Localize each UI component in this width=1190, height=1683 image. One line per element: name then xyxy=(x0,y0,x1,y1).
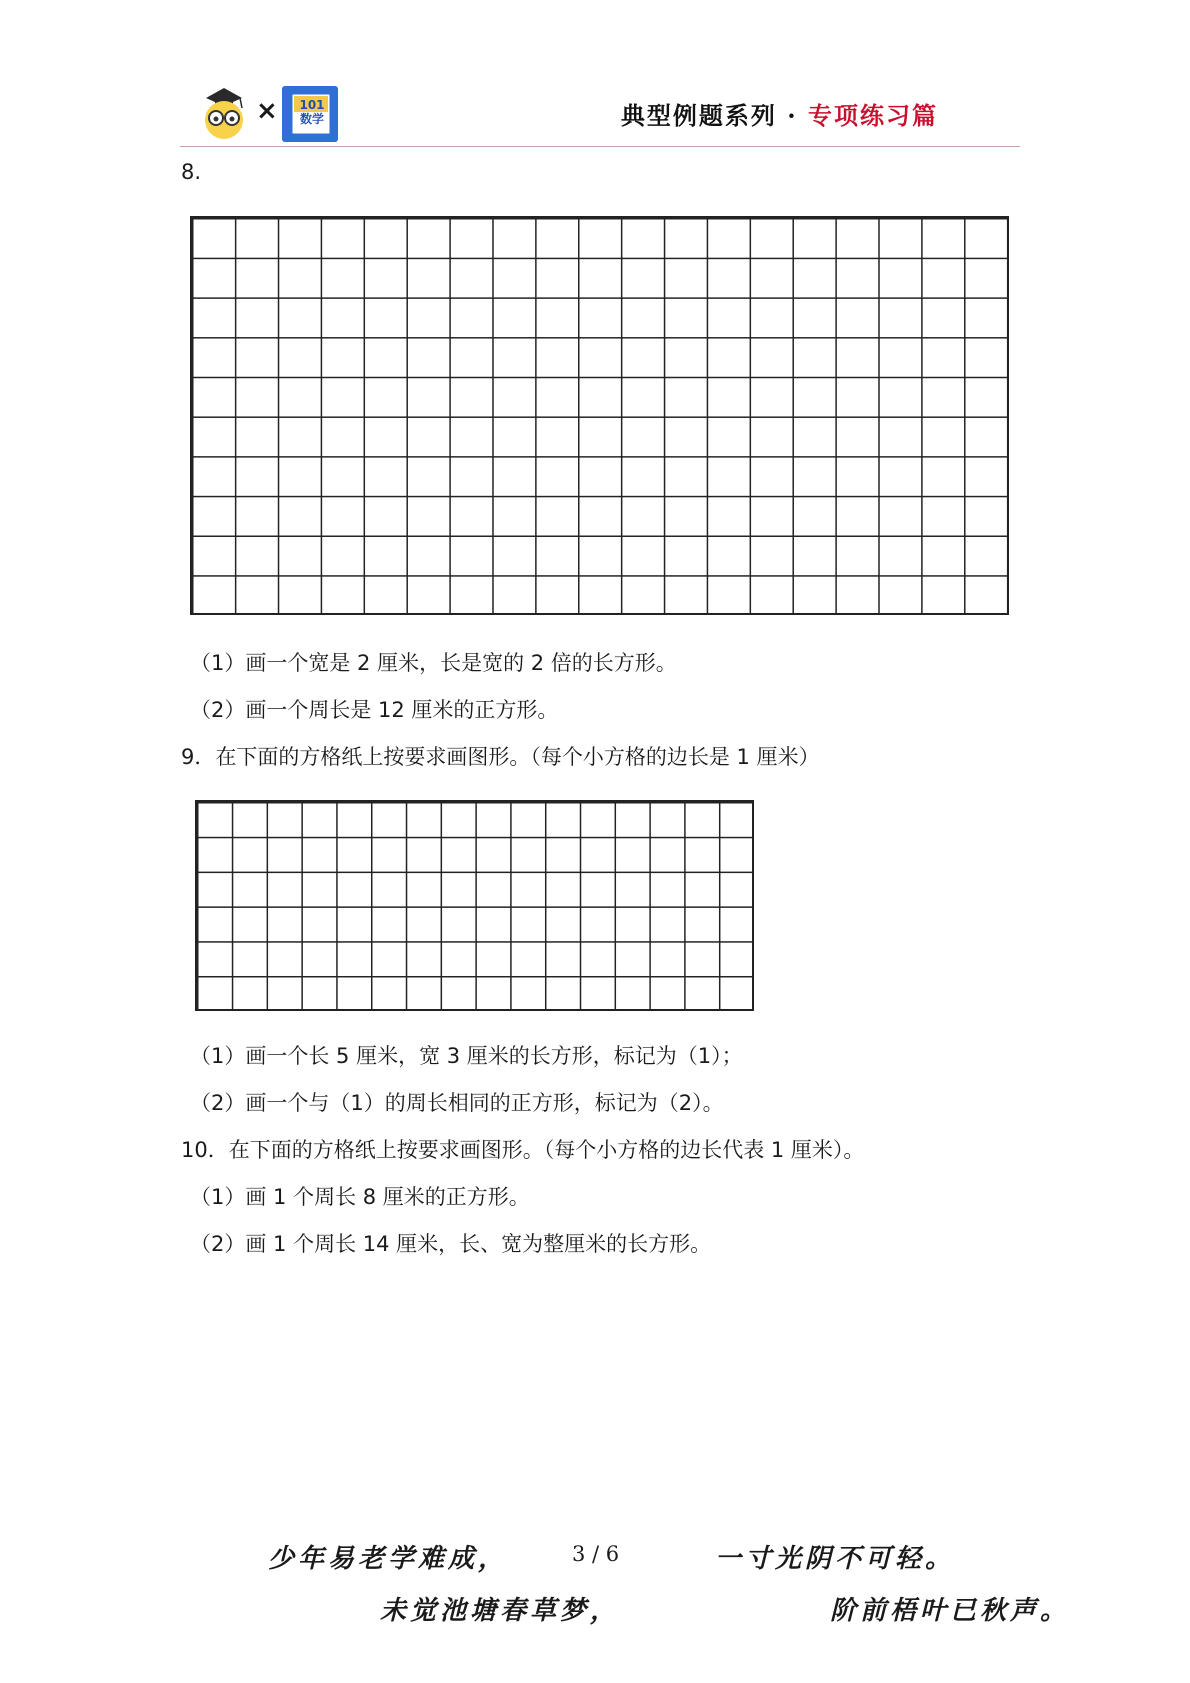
header-divider xyxy=(180,146,1020,147)
header-title xyxy=(621,96,938,131)
q8-number: 8. xyxy=(181,160,202,184)
q9-grid-paper xyxy=(195,800,754,1011)
owl-mascot-icon xyxy=(198,84,250,140)
mascot-logo xyxy=(198,84,250,140)
q8-item-1: （1）画一个宽是 2 厘米，长是宽的 2 倍的长方形。 xyxy=(190,651,677,675)
header-title-accent: 专项练习篇 xyxy=(808,101,938,130)
q8-item-2: （2）画一个周长是 12 厘米的正方形。 xyxy=(190,698,559,722)
header-title-main: 典型例题系列 · xyxy=(620,101,808,130)
q10-item-1: （1）画 1 个周长 8 厘米的正方形。 xyxy=(190,1185,530,1209)
footer-poem-line-2: 一寸光阴不可轻。 xyxy=(715,1544,956,1574)
q9-stem: 9．在下面的方格纸上按要求画图形。（每个小方格的边长是 1 厘米） xyxy=(181,745,820,769)
footer-poem-line-3: 未觉池塘春草梦， xyxy=(380,1596,621,1626)
footer-poem-line-4: 阶前梧叶已秋声。 xyxy=(830,1596,1071,1626)
footer-poem-line-1: 少年易老学难成， xyxy=(268,1544,509,1574)
page-number: 3 / 6 xyxy=(572,1542,620,1566)
times-sign: × xyxy=(256,96,278,126)
q9-item-2: （2）画一个与（1）的周长相同的正方形，标记为（2）。 xyxy=(190,1091,724,1115)
q10-item-2: （2）画 1 个周长 14 厘米，长、宽为整厘米的长方形。 xyxy=(190,1232,712,1256)
math101-logo-text: 101 数学 xyxy=(299,98,325,126)
q9-item-1: （1）画一个长 5 厘米，宽 3 厘米的长方形，标记为（1）； xyxy=(190,1044,743,1068)
math101-logo xyxy=(282,86,338,142)
q10-stem: 10．在下面的方格纸上按要求画图形。（每个小方格的边长代表 1 厘米）。 xyxy=(181,1138,865,1162)
q8-grid-paper xyxy=(190,216,1009,615)
